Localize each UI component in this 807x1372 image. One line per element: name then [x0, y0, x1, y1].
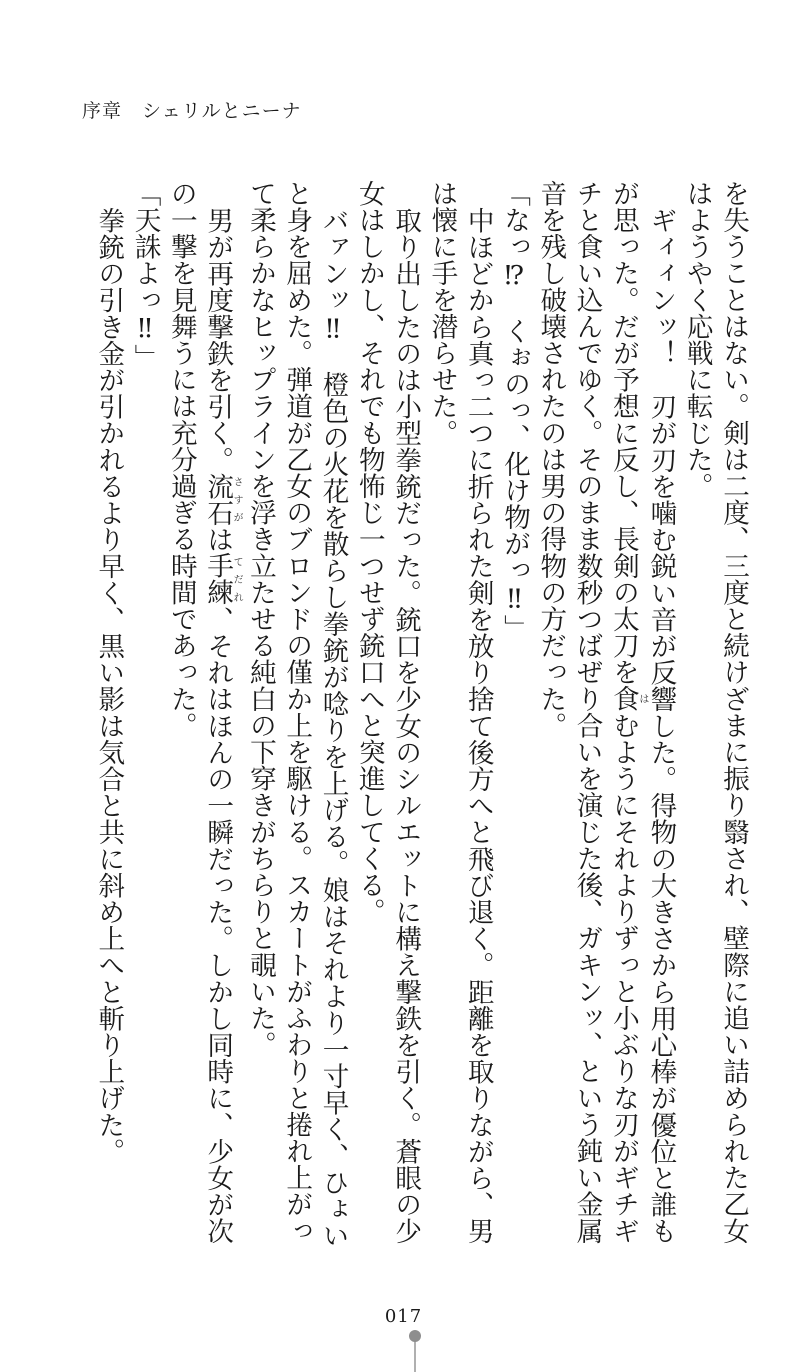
- page-number: 017: [384, 1306, 423, 1327]
- ruby-annotation: 流石さすが: [202, 472, 243, 526]
- ruby-reading: は: [636, 685, 648, 712]
- dialogue-line: 「なっ⁉ くぉのっ、化け物がっ‼」: [499, 180, 531, 641]
- paragraph: 拳銃の引き金が引かれるより早く、黒い影は気合と共に斜め上へと斬り上げた。: [93, 206, 125, 1165]
- bookmark-dot-icon: [409, 1330, 421, 1342]
- ruby-annotation: 手練てだれ: [202, 552, 243, 606]
- chapter-title: シェリルとニーナ: [142, 100, 302, 122]
- paragraph: 中ほどから真っ二つに折られた剣を放り捨て後方へと飛び退く。距離を取りながら、男は懐に手を潜らせた。: [426, 180, 494, 1244]
- paragraph: ギィィンッ！ 刃が刃を噛む鋭い音が反響した。得物の大きさから用心棒が優位と誰もが思った。だが予想に反し、長剣の太刀を食はむようにそれよりずっと小ぶりな刃がギチギチと食い込んでゆく。そのまま数秒つばぜり合いを演じた後、ガキンッ、という鈍い金属音を残し破壊されたのは男の得物の方だった。: [535, 180, 677, 1245]
- ruby-annotation: 食は: [607, 685, 648, 713]
- paragraph: 男が再度撃鉄を引く。流石さすがは手練てだれ、それはほんの一瞬だった。しかし同時に、少女が次の一撃を見舞うには充分過ぎる時間であった。: [165, 180, 243, 1245]
- paragraph: バァンッ‼ 橙色の火花を散らし拳銃が唸りを上げる。娘はそれより一寸早く、ひょいと身を屈めた。弾道が乙女のブロンドの僅か上を駆ける。スカートがふわりと捲れ上がって柔らかなヒップラインを浮き立たせる純白の下穿きがちらりと覗いた。: [244, 180, 349, 1249]
- main-text: [90, 180, 751, 1270]
- ruby-reading: てだれ: [231, 552, 243, 606]
- paragraph: 取り出したのは小型拳銃だった。銃口を少女のシルエットに構え撃鉄を引く。蒼眼の少女はしかし、それでも物怖じ一つせず銃口へと突進してくる。: [353, 180, 422, 1244]
- ruby-reading: さすが: [231, 472, 243, 526]
- chapter-label: 序章: [82, 100, 123, 122]
- dialogue-line: 「天誅よっ‼」: [129, 180, 161, 371]
- bookmark-line: [414, 1340, 416, 1372]
- running-header: [82, 96, 302, 123]
- paragraph: を失うことはない。剣は二度、三度と続けざまに振り翳され、壁際に追い詰められた乙女はようやく応戦に転じた。: [681, 180, 749, 1244]
